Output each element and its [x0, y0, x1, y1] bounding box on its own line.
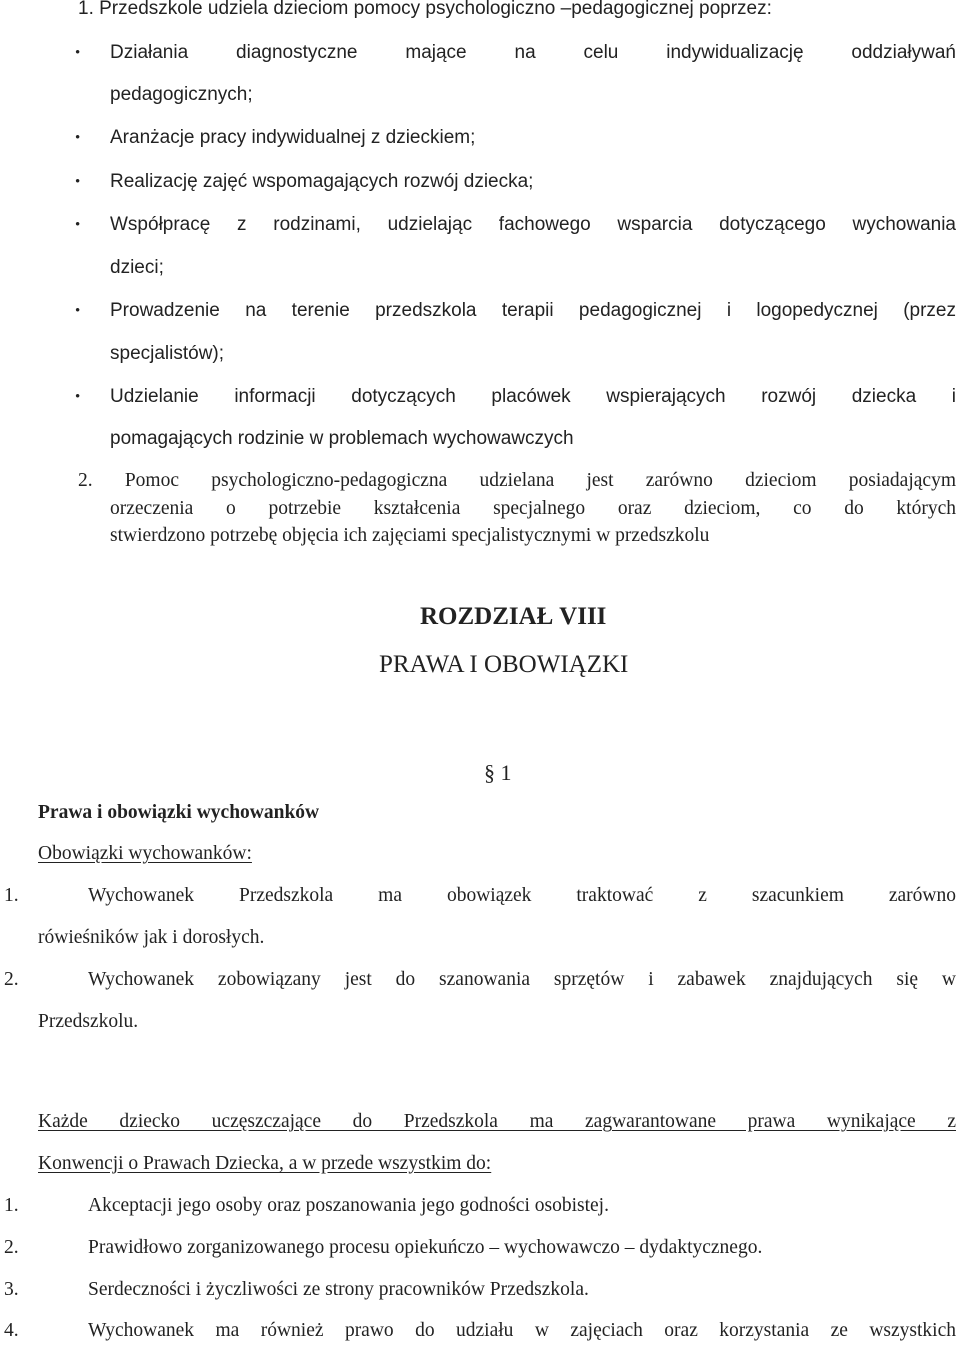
bullet-marker: •	[75, 45, 81, 61]
bullet-4-line-1: Współpracę z rodzinami, udzielając fachowego wsparcia dotyczącego wychowania	[110, 214, 956, 235]
section-1-heading: 1. Przedszkole udziela dzieciom pomocy psychologiczno –pedagogicznej poprzez:	[78, 0, 772, 19]
right-item-3: Serdeczności i życzliwości ze strony pracowników Przedszkola.	[88, 1279, 589, 1300]
bullet-5-line-2: specjalistów);	[110, 343, 225, 364]
bullet-5-line-1: Prowadzenie na terenie przedszkola terapii pedagogicznej i logopedycznej (przez	[110, 300, 956, 321]
right-number: 1.	[4, 1195, 19, 1216]
duty-1-line-2: rówieśników jak i dorosłych.	[38, 927, 265, 948]
guarantee-line-2: Konwencji o Prawach Dziecka, a w przede wszystkim do:	[38, 1153, 492, 1174]
bullet-3: Realizację zajęć wspomagających rozwój dziecka;	[110, 171, 534, 192]
bullet-6-line-1: Udzielanie informacji dotyczących placówek wspierających rozwój dziecka i	[110, 386, 956, 407]
guarantee-line-1: Każde dziecko uczęszczające do Przedszkola ma zagwarantowane prawa wynikające z	[38, 1111, 956, 1132]
right-item-4: Wychowanek ma również prawo do udziału w zajęciach oraz korzystania ze wszystkich	[88, 1320, 956, 1341]
bullet-1-line-2: pedagogicznych;	[110, 84, 253, 105]
chapter-title: ROZDZIAŁ VIII	[420, 603, 607, 630]
duty-number: 2.	[4, 969, 19, 990]
bullet-marker: •	[75, 174, 81, 190]
duty-number: 1.	[4, 885, 19, 906]
duties-label: Obowiązki wychowanków:	[38, 843, 252, 864]
bullet-marker: •	[75, 303, 81, 319]
bullet-marker: •	[75, 130, 81, 146]
bullet-4-line-2: dzieci;	[110, 257, 164, 278]
duty-1-line-1: Wychowanek Przedszkola ma obowiązek traktować z szacunkiem zarówno	[88, 885, 956, 906]
bullet-2: Aranżacje pracy indywidualnej z dzieckiem;	[110, 127, 476, 148]
bullet-6-line-2: pomagających rodzinie w problemach wychowawczych	[110, 428, 574, 449]
right-item-2: Prawidłowo zorganizowanego procesu opiekuńczo – wychowawczo – dydaktycznego.	[88, 1237, 763, 1258]
bullet-1-line-1: Działania diagnostyczne mające na celu indywidualizację oddziaływań	[110, 42, 956, 63]
section-2-line-2: orzeczenia o potrzebie kształcenia specjalnego oraz dzieciom, co do których	[110, 498, 956, 519]
duty-2-line-1: Wychowanek zobowiązany jest do szanowania sprzętów i zabawek znajdujących się w	[88, 969, 956, 990]
rights-heading: Prawa i obowiązki wychowanków	[38, 802, 320, 823]
right-item-1: Akceptacji jego osoby oraz poszanowania jego godności osobistej.	[88, 1195, 609, 1216]
chapter-subtitle: PRAWA I OBOWIĄZKI	[379, 651, 629, 678]
bullet-marker: •	[75, 217, 81, 233]
right-number: 4.	[4, 1320, 19, 1341]
right-number: 3.	[4, 1279, 19, 1300]
bullet-marker: •	[75, 389, 81, 405]
right-number: 2.	[4, 1237, 19, 1258]
duty-2-line-2: Przedszkolu.	[38, 1011, 139, 1032]
section-2-line-3: stwierdzono potrzebę objęcia ich zajęciami specjalistycznymi w przedszkolu	[110, 525, 710, 546]
section-2-line-1: 2. Pomoc psychologiczno-pedagogiczna udzielana jest zarówno dzieciom posiadającym	[78, 470, 956, 491]
paragraph-mark: § 1	[484, 760, 512, 785]
